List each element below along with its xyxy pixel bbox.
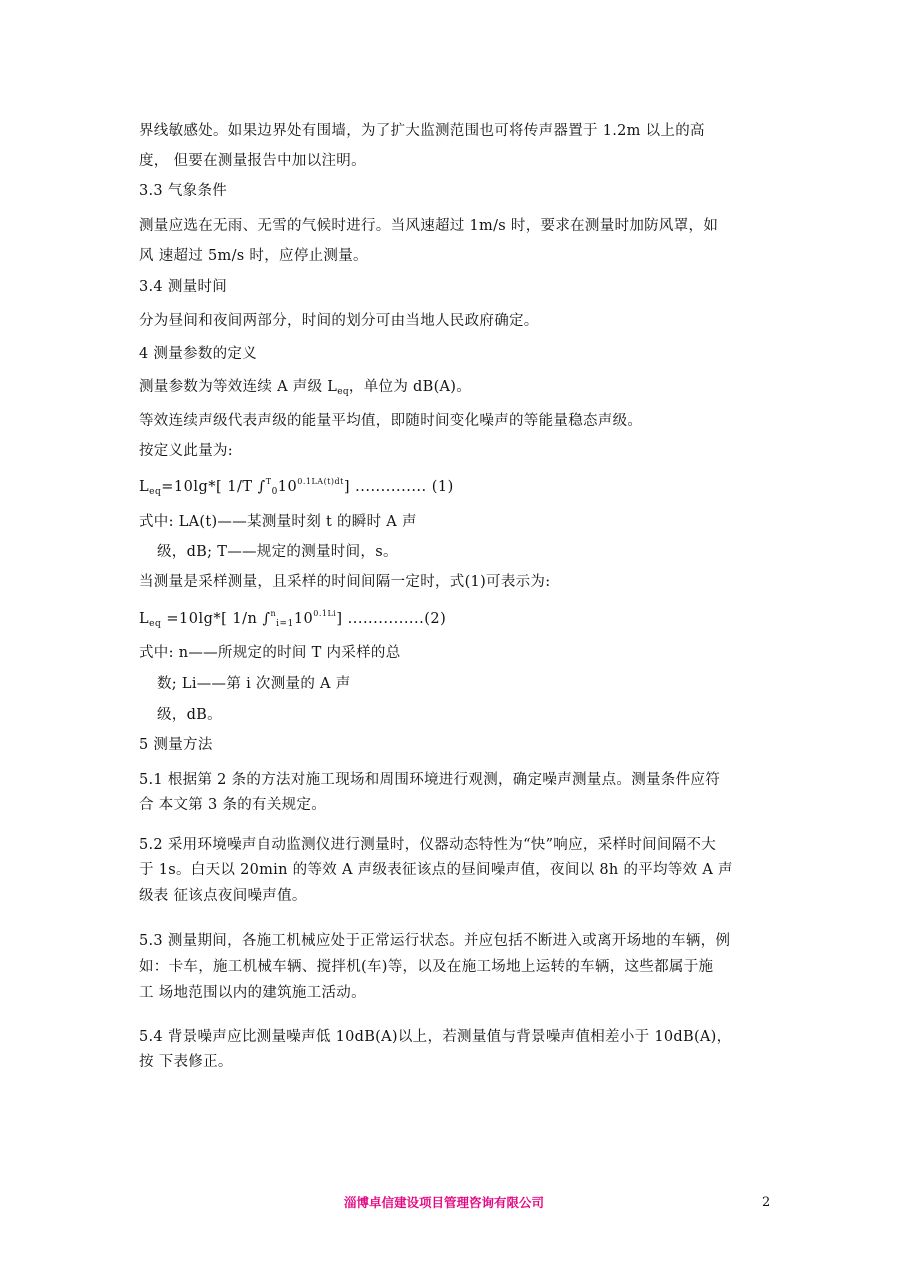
paragraph-line: 按 下表修正。 (139, 1054, 233, 1070)
paragraph-line: 数; Li——第 i 次测量的 A 声 (157, 676, 351, 692)
footer-company-name: 淄博卓信建设项目管理咨询有限公司 (343, 1195, 544, 1210)
paragraph-line: 工 场地范围以内的建筑施工活动。 (139, 985, 366, 1001)
superscript: 0.1Li (313, 609, 337, 618)
superscript: T (265, 477, 272, 486)
subscript: 0 (271, 487, 278, 497)
subscript: eq (149, 487, 162, 497)
paragraph-line: 测量应选在无雨、无雪的气候时进行。当风速超过 1m/s 时，要求在测量时加防风罩，如 (139, 218, 719, 234)
paragraph-line: 按定义此量为: (139, 443, 233, 459)
paragraph-line: 风 速超过 5m/s 时，应停止测量。 (139, 248, 368, 264)
paragraph-line: 级，dB。 (157, 707, 222, 723)
paragraph-line: 级，dB; T——规定的测量时间，s。 (157, 544, 398, 560)
formula-text: 10 (293, 611, 314, 627)
section-heading: 3.4 测量时间 (139, 279, 228, 295)
formula-2 (139, 604, 446, 634)
formula-text: 10 (277, 479, 298, 495)
paragraph-line: 等效连续声级代表声级的能量平均值，即随时间变化噪声的等能量稳态声级。 (139, 413, 643, 429)
section-heading: 3.3 气象条件 (139, 183, 228, 199)
section-heading: 4 测量参数的定义 (139, 346, 258, 362)
paragraph-line: 如：卡车，施工机械车辆、搅拌机(车)等，以及在施工场地上运转的车辆，这些都属于施 (139, 959, 714, 975)
paragraph-line: 当测量是采样测量，且采样的时间间隔一定时，式(1)可表示为: (139, 574, 551, 590)
formula-text: ] .............. (1) (343, 479, 454, 495)
paragraph-line: 式中: n——所规定的时间 T 内采样的总 (139, 645, 401, 661)
paragraph-line: 式中: LA(t)——某测量时刻 t 的瞬时 A 声 (139, 514, 417, 530)
paragraph-line: 度， 但要在测量报告中加以注明。 (139, 153, 366, 169)
subscript: eq (337, 387, 349, 397)
superscript: 0.1LA(t)dt (297, 477, 344, 486)
formula-text: =10lg*[ 1/n ∫ (161, 611, 271, 627)
subscript: eq (149, 619, 162, 629)
paragraph-line: 5.1 根据第 2 条的方法对施工现场和周围环境进行观测，确定噪声测量点。测量条件应符 (139, 772, 721, 788)
formula-1 (139, 472, 454, 502)
paragraph-line (139, 377, 471, 402)
paragraph-line: 5.4 背景噪声应比测量噪声低 10dB(A)以上，若测量值与背景噪声值相差小于 10dB(A)， (139, 1029, 732, 1045)
formula-symbol: L (139, 479, 150, 495)
formula-text: ] ...............(2) (336, 611, 447, 627)
paragraph-line: 5.3 测量期间，各施工机械应处于正常运行状态。并应包括不断进入或离开场地的车辆，例 (139, 933, 731, 949)
paragraph-line: 级表 征该点夜间噪声值。 (139, 888, 307, 904)
page-number: 2 (762, 1195, 771, 1210)
subscript: i=1 (276, 619, 294, 629)
formula-symbol: L (139, 611, 150, 627)
section-heading: 5 测量方法 (139, 737, 213, 753)
text-run: 测量参数为等效连续 A 声级 L (139, 379, 338, 395)
text-run: ，单位为 dB(A)。 (348, 379, 472, 395)
paragraph-line: 5.2 采用环境噪声自动监测仪进行测量时，仪器动态特性为“快”响应，采样时间间隔不大 (139, 837, 717, 853)
paragraph-line: 界线敏感处。如果边界处有围墙，为了扩大监测范围也可将传声器置于 1.2m 以上的高 (139, 123, 705, 139)
paragraph-line: 合 本文第 3 条的有关规定。 (139, 797, 327, 813)
formula-text: =10lg*[ 1/T ∫ (161, 479, 266, 495)
paragraph-line: 于 1s。白天以 20min 的等效 A 声级表征该点的昼间噪声值，夜间以 8h 的平均等效 A 声 (139, 862, 733, 878)
paragraph-line: 分为昼间和夜间两部分，时间的划分可由当地人民政府确定。 (139, 313, 539, 329)
superscript: n (270, 609, 277, 618)
